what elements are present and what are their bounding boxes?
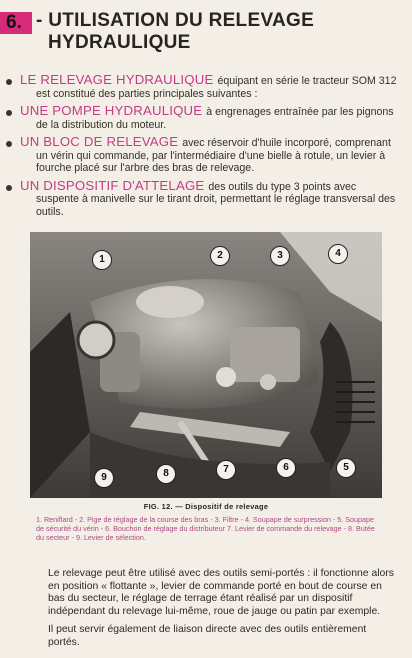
figure-title: FIG. 12. — Dispositif de relevage bbox=[143, 502, 269, 511]
bullet-text: avec réservoir d'huile incorporé, comprenant bbox=[182, 137, 391, 149]
callout-4: 4 bbox=[328, 244, 348, 264]
bullet-text: à engrenages entraînée par les pignons bbox=[206, 106, 394, 118]
bullet-continuation: de la distribution du moteur. bbox=[36, 118, 167, 131]
figure-legend: 1. Reniflard - 2. Pige de réglage de la course des bras - 3. Filtre - 4. Soupape de surpression - 5. Soupape de sécurité du vérin - 6. Bouchon de réglage du distributeur 7. Levier de commande du relevage - 8. Butée du secteur - 9. Levier de sélection. bbox=[36, 515, 375, 542]
section-title-line2: HYDRAULIQUE bbox=[48, 32, 191, 53]
section-title-line1: - UTILISATION DU RELEVAGE bbox=[36, 10, 315, 31]
bullet-dot-icon bbox=[6, 110, 12, 116]
callout-9: 9 bbox=[94, 468, 114, 488]
callout-6: 6 bbox=[276, 458, 296, 478]
callout-2: 2 bbox=[210, 246, 230, 266]
bullet-list bbox=[6, 74, 406, 223]
callout-8: 8 bbox=[156, 464, 176, 484]
callout-7: 7 bbox=[216, 460, 236, 480]
bullet-dot-icon bbox=[6, 79, 12, 85]
bullet-text: équipant en série le tracteur SOM 312 bbox=[217, 75, 397, 87]
bullet-continuation: est constitué des parties principales suivantes : bbox=[36, 87, 258, 100]
bullet-continuation: suspente à manivelle sur le tirant droit, permettant le réglage transversal des outils. bbox=[36, 193, 396, 218]
bullet-heading: UN DISPOSITIF D'ATTELAGE bbox=[20, 177, 205, 193]
paragraph-2: Il peut servir également de liaison directe avec des outils entièrement portés. bbox=[48, 624, 367, 648]
bullet-item bbox=[6, 105, 406, 131]
machinery-illustration bbox=[30, 232, 382, 498]
hydraulic-lift-photo bbox=[30, 232, 382, 498]
bullet-item bbox=[6, 74, 406, 100]
callout-1: 1 bbox=[92, 250, 112, 270]
callout-5: 5 bbox=[336, 458, 356, 478]
bullet-heading: UN BLOC DE RELEVAGE bbox=[20, 134, 179, 149]
bullet-item bbox=[6, 136, 406, 175]
section-number: 6. bbox=[0, 12, 32, 34]
bullet-heading: UNE POMPE HYDRAULIQUE bbox=[20, 103, 203, 118]
bullet-dot-icon bbox=[6, 141, 12, 147]
callout-3: 3 bbox=[270, 246, 290, 266]
bullet-dot-icon bbox=[6, 185, 12, 191]
paragraph-1: Le relevage peut être utilisé avec des outils semi-portés : il fonctionne alors en position « flottante », levier de commande porté en bout de course en bas du secteur, le réglage de terrage étant réalisé par un dispositif indépendant du relevage lui-même, roue de jauge ou patin par exemple. bbox=[48, 568, 394, 617]
section-header bbox=[0, 8, 412, 54]
bullet-item bbox=[6, 177, 406, 219]
bullet-text: des outils du type 3 points avec bbox=[208, 180, 357, 193]
bullet-heading: LE RELEVAGE HYDRAULIQUE bbox=[20, 72, 214, 87]
bullet-continuation: un vérin qui commande, par l'intermédiaire d'une bielle à rotule, un levier à fourche placé sur l'arbre des bras de relevage. bbox=[36, 149, 386, 174]
body-text bbox=[48, 568, 400, 656]
figure-caption bbox=[30, 502, 382, 542]
